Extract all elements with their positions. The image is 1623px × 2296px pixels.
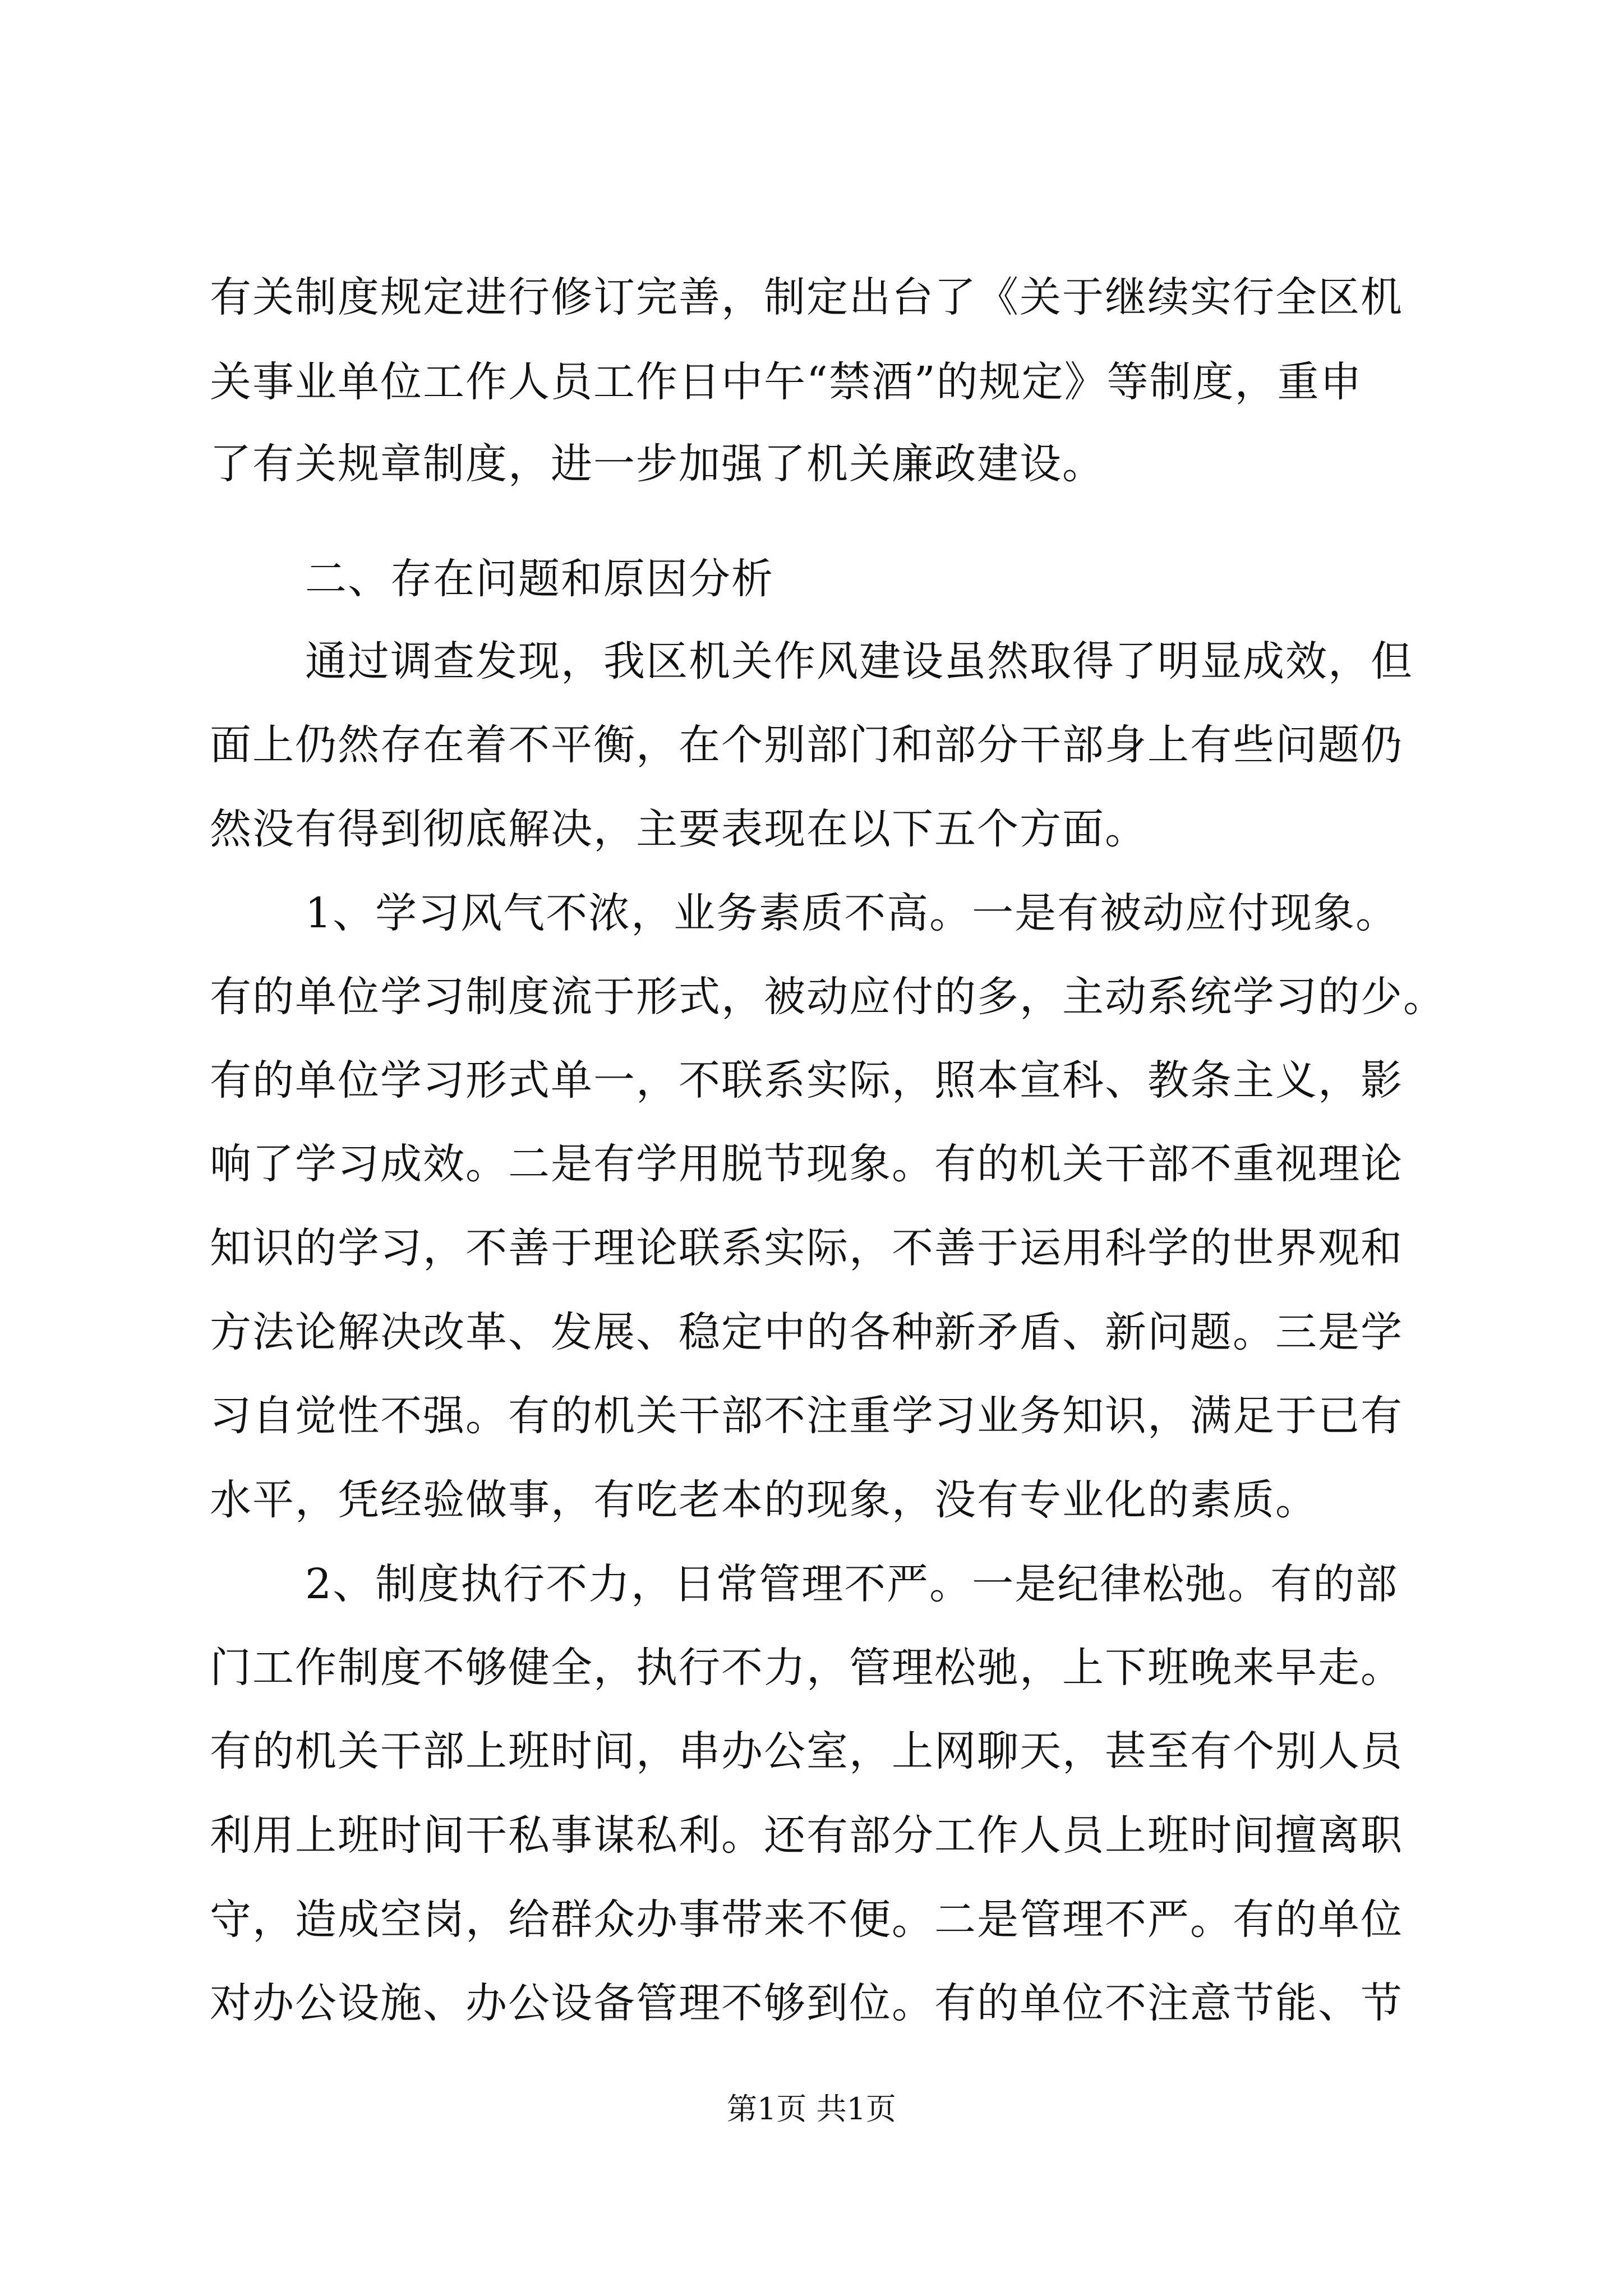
text-line: 面上仍然存在着不平衡，在个别部门和部分干部身上有些问题仍 xyxy=(210,721,1403,769)
text-line: 关事业单位工作人员工作日中午“禁酒”的规定》等制度，重申 xyxy=(210,358,1363,406)
text-line: 门工作制度不够健全，执行不力，管理松驰，上下班晚来早走。 xyxy=(210,1644,1403,1692)
text-line: 有的机关干部上班时间，串办公室，上网聊天，甚至有个别人员 xyxy=(210,1727,1403,1775)
text-line: 习自觉性不强。有的机关干部不注重学习业务知识，满足于已有 xyxy=(210,1392,1403,1440)
text-line: 利用上班时间干私事谋私利。还有部分工作人员上班时间擅离职 xyxy=(210,1811,1403,1860)
text-line: 2、制度执行不力，日常管理不严。一是纪律松弛。有的部 xyxy=(305,1560,1399,1608)
text-line: 水平，凭经验做事，有吃老本的现象，没有专业化的素质。 xyxy=(210,1476,1318,1524)
text-line: 有关制度规定进行修订完善，制定出台了《关于继续实行全区机 xyxy=(210,273,1403,321)
text-line: 了有关规章制度，进一步加强了机关廉政建设。 xyxy=(210,440,1105,488)
page-footer: 第1页 共1页 xyxy=(727,2091,896,2127)
text-line: 然没有得到彻底解决，主要表现在以下五个方面。 xyxy=(210,805,1147,853)
text-line: 对办公设施、办公设备管理不够到位。有的单位不注意节能、节 xyxy=(210,1979,1403,2027)
text-line: 1、学习风气不浓，业务素质不高。一是有被动应付现象。 xyxy=(305,889,1399,937)
section-heading: 二、存在问题和原因分析 xyxy=(305,555,774,603)
text-line: 方法论解决改革、发展、稳定中的各种新矛盾、新问题。三是学 xyxy=(210,1308,1403,1356)
text-line: 守，造成空岗，给群众办事带来不便。二是管理不严。有的单位 xyxy=(210,1895,1403,1944)
text-line: 知识的学习，不善于理论联系实际，不善于运用科学的世界观和 xyxy=(210,1224,1403,1272)
text-line: 响了学习成效。二是有学用脱节现象。有的机关干部不重视理论 xyxy=(210,1140,1403,1188)
text-line: 有的单位学习制度流于形式，被动应付的多，主动系统学习的少。 xyxy=(210,973,1446,1021)
text-line: 通过调查发现，我区机关作风建设虽然取得了明显成效，但 xyxy=(305,637,1413,685)
text-line: 有的单位学习形式单一，不联系实际，照本宣科、教条主义，影 xyxy=(210,1056,1403,1105)
